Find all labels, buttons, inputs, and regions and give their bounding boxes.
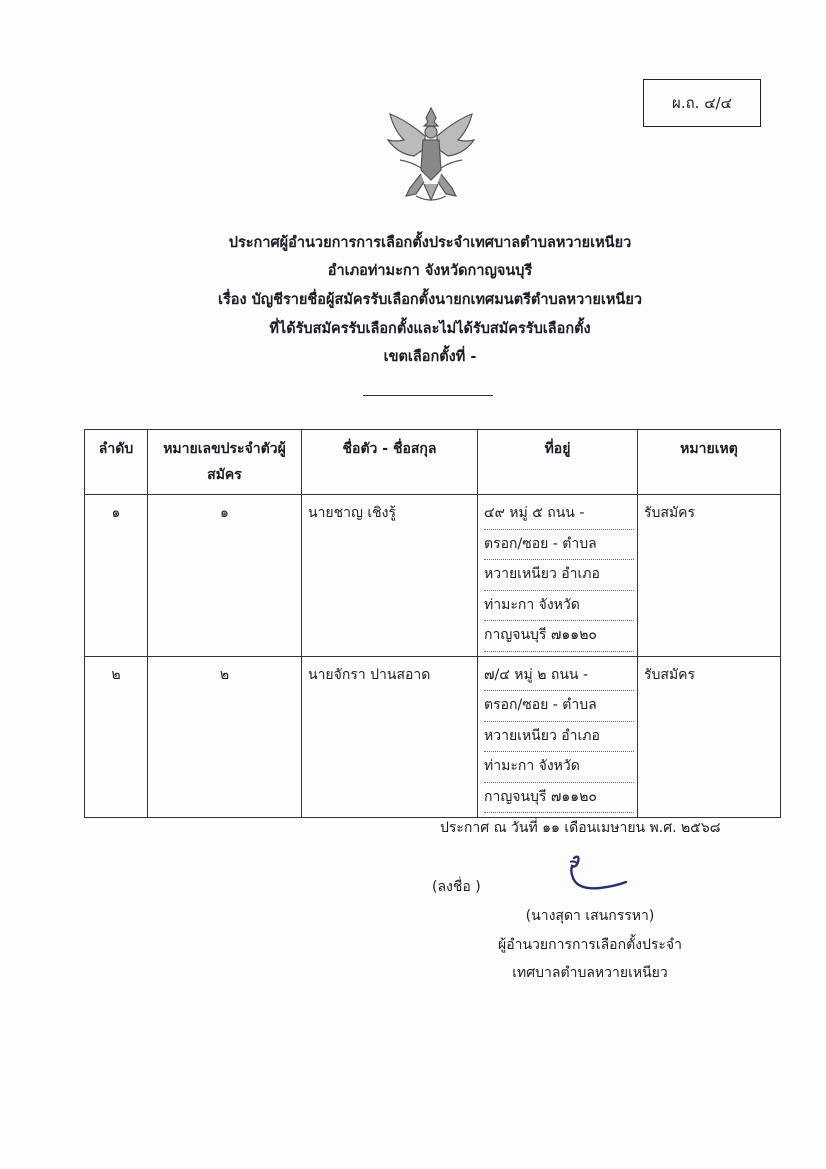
signer-title-line-1: ผู้อำนวยการการเลือกตั้งประจำ bbox=[498, 937, 682, 953]
garuda-emblem-icon bbox=[376, 100, 486, 210]
header-order: ลำดับ bbox=[85, 430, 148, 495]
cell-remark: รับสมัคร bbox=[638, 656, 781, 818]
cell-remark: รับสมัคร bbox=[638, 495, 781, 657]
table-row bbox=[85, 495, 781, 657]
address-line: ท่ามะกา จังหวัด bbox=[484, 752, 634, 783]
cell-order: ๑ bbox=[85, 495, 148, 657]
header-candidate-number: หมายเลขประจำตัวผู้สมัคร bbox=[148, 430, 302, 495]
address-line: ตรอก/ซอย - ตำบล bbox=[484, 530, 634, 561]
address-line: ๔๙ หมู่ ๕ ถนน - bbox=[484, 499, 634, 530]
header-name: ชื่อตัว - ชื่อสกุล bbox=[302, 430, 478, 495]
address-line: หวายเหนียว อำเภอ bbox=[484, 722, 634, 753]
cell-candidate-number: ๒ bbox=[148, 656, 302, 818]
heading-divider bbox=[363, 395, 493, 396]
address-line: ท่ามะกา จังหวัด bbox=[484, 591, 634, 622]
signer-title-line-2: เทศบาลตำบลหวายเหนียว bbox=[512, 965, 668, 981]
cell-order: ๒ bbox=[85, 656, 148, 818]
cell-name: นายจักรา ปานสอาด bbox=[302, 656, 478, 818]
address-line: ๗/๔ หมู่ ๒ ถนน - bbox=[484, 661, 634, 692]
address-line: ตรอก/ซอย - ตำบล bbox=[484, 691, 634, 722]
heading-line-2: อำเภอท่ามะกา จังหวัดกาญจนบุรี bbox=[327, 263, 533, 279]
address-line: กาญจนบุรี ๗๑๑๒๐ bbox=[484, 783, 634, 814]
heading-line-3: เรื่อง บัญชีรายชื่อผู้สมัครรับเลือกตั้งนายกเทศมนตรีตำบลหวายเหนียว bbox=[218, 292, 642, 308]
heading-line-4: ที่ได้รับสมัครรับเลือกตั้งและไม่ได้รับสมัครรับเลือกตั้ง bbox=[269, 321, 591, 337]
header-remark: หมายเหตุ bbox=[638, 430, 781, 495]
address-line: กาญจนบุรี ๗๑๑๒๐ bbox=[484, 621, 634, 652]
cell-address bbox=[478, 495, 638, 657]
heading-line-1: ประกาศผู้อำนวยการการเลือกตั้งประจำเทศบาลตำบลหวายเหนียว bbox=[228, 235, 632, 251]
sign-label: (ลงชื่อ ) bbox=[432, 879, 481, 895]
cell-address bbox=[478, 656, 638, 818]
signer-name: (นางสุดา เสนกรรหา) bbox=[525, 908, 655, 924]
header-address: ที่อยู่ bbox=[478, 430, 638, 495]
cell-candidate-number: ๑ bbox=[148, 495, 302, 657]
candidates-table bbox=[84, 429, 781, 818]
heading-line-5: เขตเลือกตั้งที่ - bbox=[383, 349, 477, 365]
table-header-row bbox=[85, 430, 781, 495]
address-line: หวายเหนียว อำเภอ bbox=[484, 560, 634, 591]
doc-code-box: ผ.ถ. ๔/๔ bbox=[643, 79, 761, 127]
cell-name: นายชาญ เชิงรู้ bbox=[302, 495, 478, 657]
signature-mark bbox=[560, 852, 632, 896]
announce-date: ประกาศ ณ วันที่ ๑๑ เดือนเมษายน พ.ศ. ๒๕๖๘ bbox=[440, 820, 721, 836]
table-row bbox=[85, 656, 781, 818]
